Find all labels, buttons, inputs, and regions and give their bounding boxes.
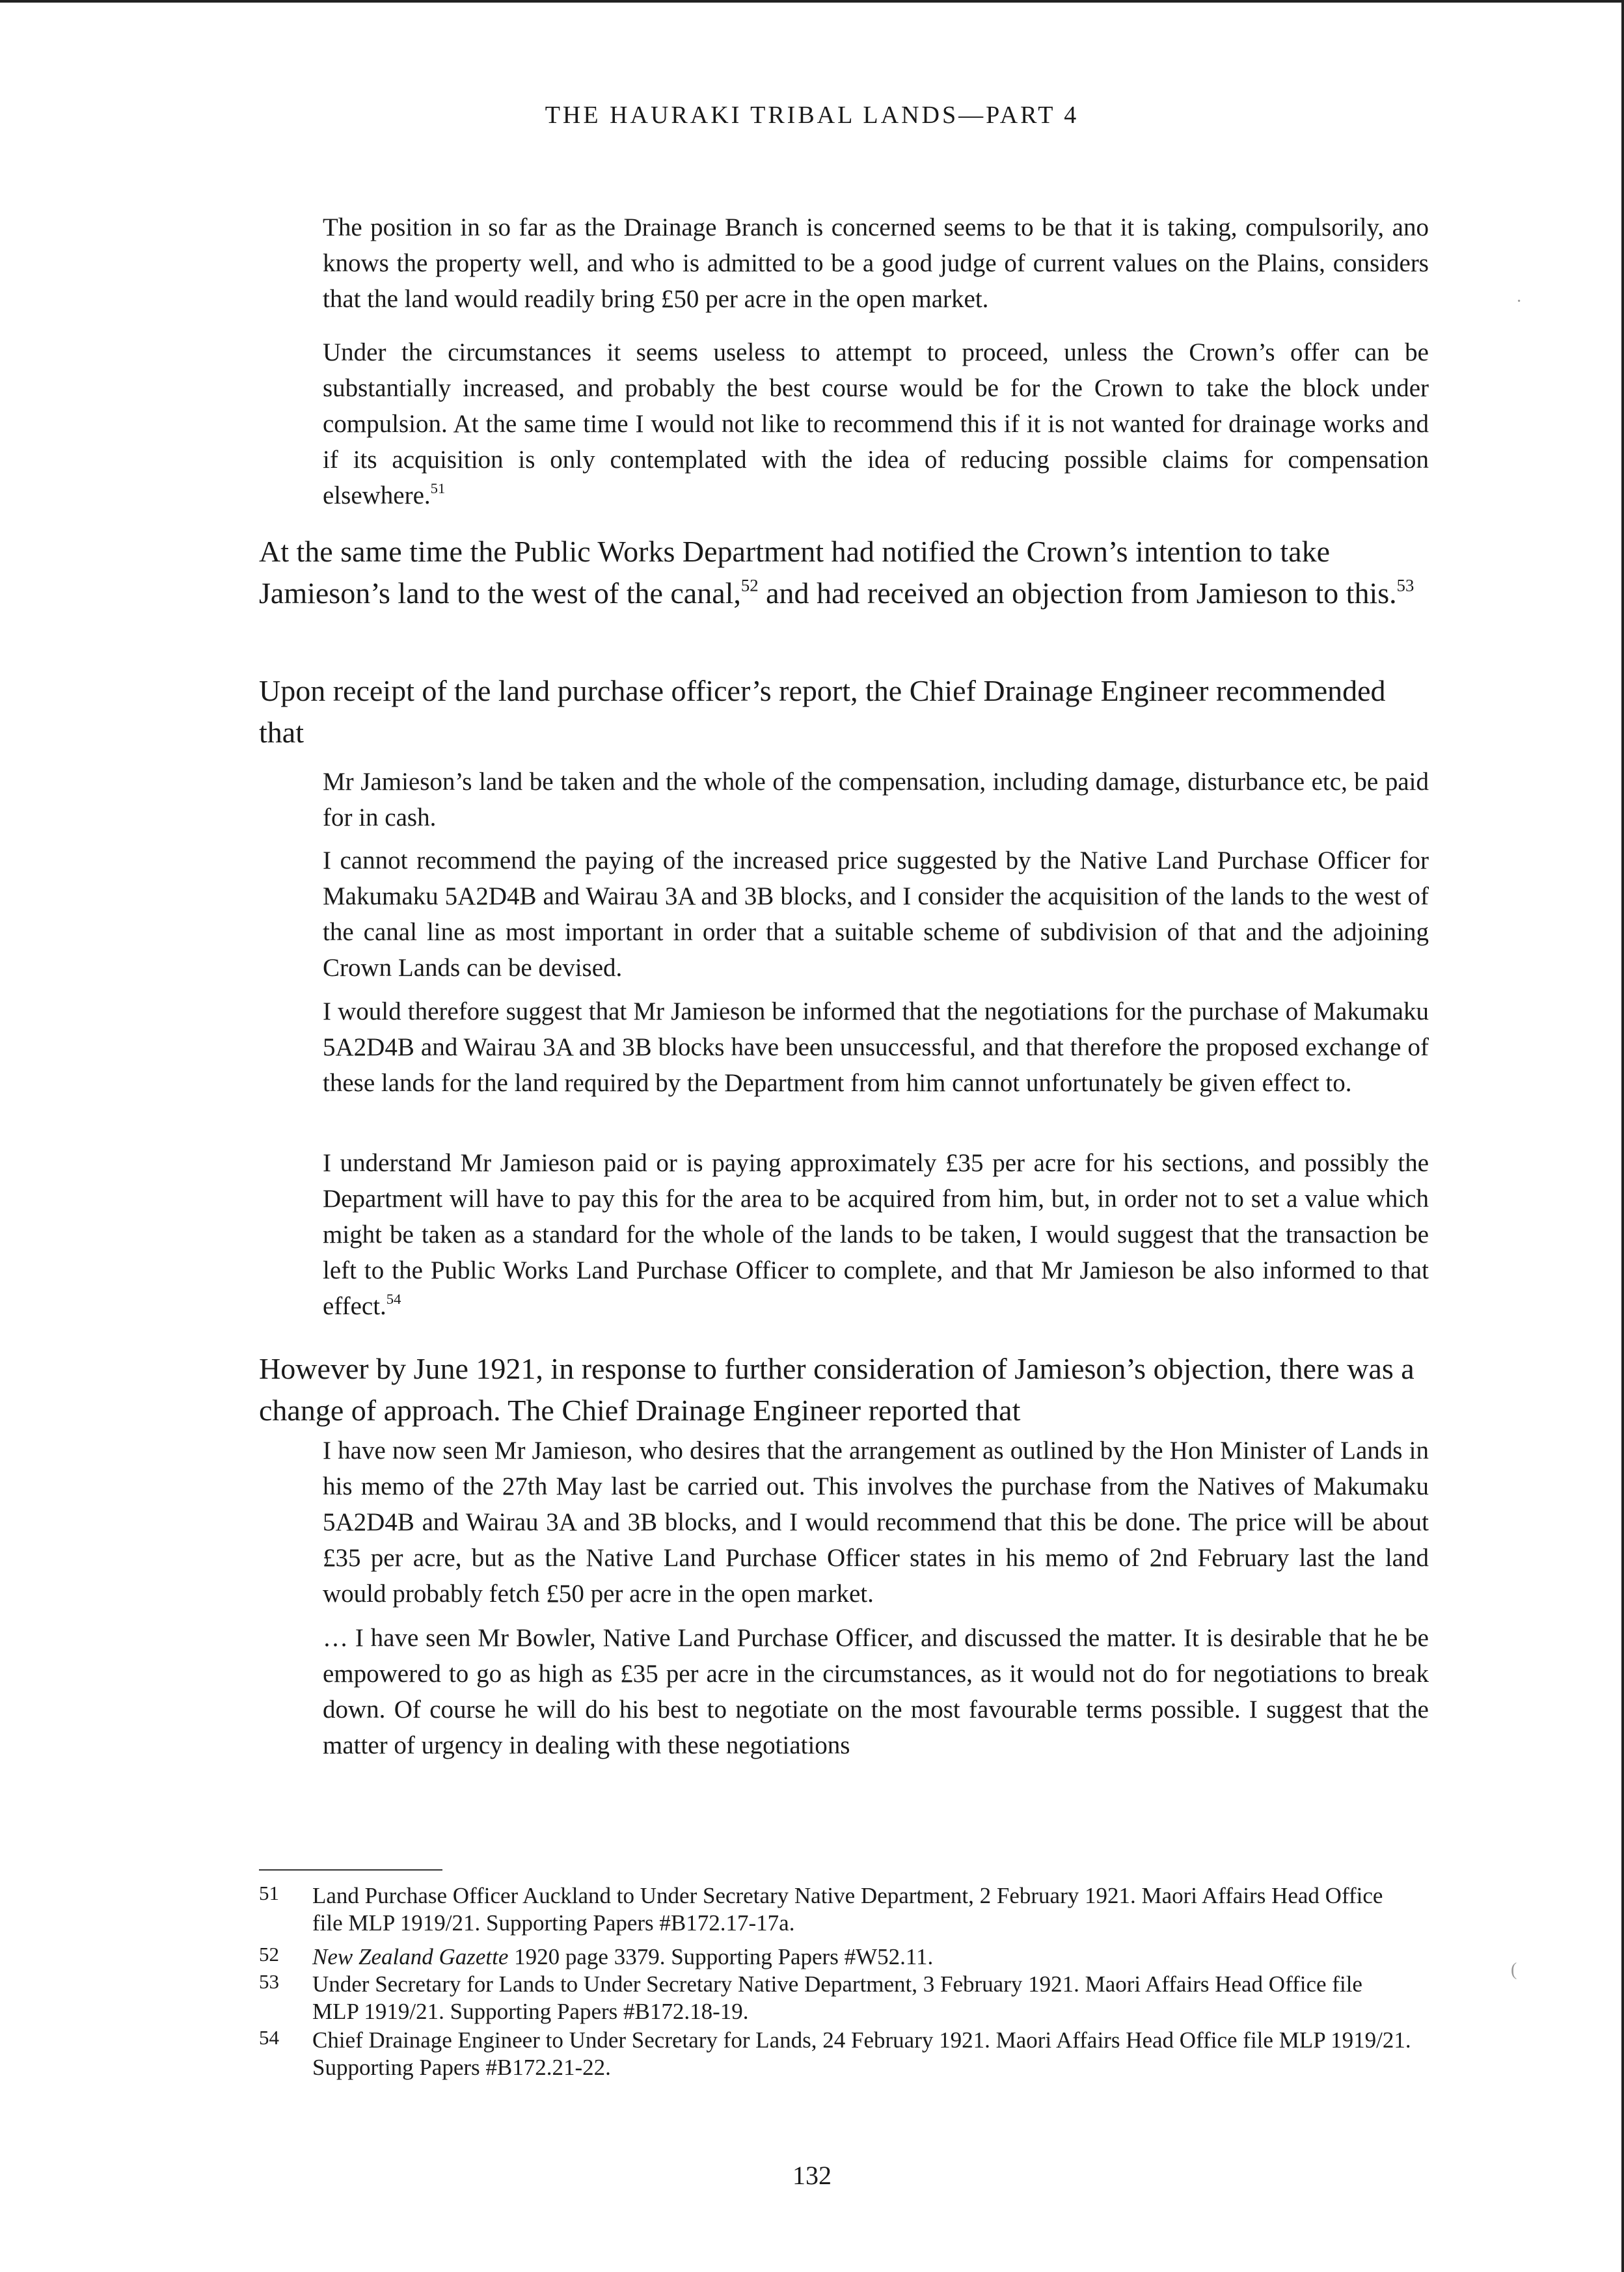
quote-paragraph: I cannot recommend the paying of the increased price suggested by the Native Land Purchase Officer for Makumaku 5A2D4B and Wairau 3A and 3B blocks, and I consider the acquisition of the lands to the west of the canal line as most important in order that a suitable scheme of subdivision of that and the adjoining Crown Lands can be devised. — [323, 846, 1429, 982]
footnote-text: New Zealand Gazette 1920 page 3379. Supporting Papers #W52.11. — [312, 1944, 934, 1969]
footnote-ref: 52 — [740, 575, 759, 595]
quote-paragraph: … I have seen Mr Bowler, Native Land Purchase Officer, and discussed the matter. It is desirable that he be empowered to go as high as £35 per acre in the circumstances, as it would not do for negotiations to break down. Of course he will do his best to negotiate on the most favourable terms possible. I suggest that the matter of urgency in dealing with these negotiations — [323, 1624, 1429, 1759]
page-number: 132 — [792, 2161, 832, 2190]
quote-paragraph: Under the circumstances it seems useless to attempt to proceed, unless the Crown’s offer can be substantially increased, and probably the best course would be for the Crown to take the block under compulsion. At the same time I would not like to recommend this if it is not wanted for drainage works and if its acquisition is only contemplated with the idea of reducing possible claims for compensation elsewhere.$^{51}$ — [323, 338, 1429, 509]
quote-paragraph: I have now seen Mr Jamieson, who desires that the arrangement as outlined by the Hon Minister of Lands in his memo of the 27th May last be carried out. This involves the purchase from the Natives of Makumaku 5A2D4B and Wairau 3A and 3B blocks, and I would recommend that this be done. The price will be about £35 per acre, but as the Native Land Purchase Officer states in his memo of 2nd February last the land would probably fetch £50 per acre in the open market. — [323, 1437, 1429, 1608]
quote-paragraph: Mr Jamieson’s land be taken and the whole of the compensation, including damage, disturbance etc, be paid for in cash. — [323, 768, 1429, 832]
body-paragraph: At the same time the Public Works Department had notified the Crown’s intention to take Jamieson’s land to the west of the canal,$^{52}$ and had received an objection from Jamieson to this.$^{53}$ — [259, 535, 1414, 610]
body-paragraph: Upon receipt of the land purchase officer’s report, the Chief Drainage Engineer recommended that — [259, 674, 1386, 749]
footnote-text: Under Secretary for Lands to Under Secretary Native Department, 3 February 1921. Maori Affairs Head Office file MLP 1919/21. Supporting Papers #B172.18-19. — [312, 1971, 1362, 2024]
footnote-ref: 53 — [1396, 575, 1414, 595]
footnote-number: 53 — [259, 1970, 279, 1993]
right-border — [1621, 0, 1624, 2272]
quote-paragraph: I understand Mr Jamieson paid or is paying approximately £35 per acre for his sections, and possibly the Department will have to pay this for the area to be acquired from him, but, in order not to set a value which might be taken as a standard for the whole of the lands to be taken, I would suggest that the transaction be left to the Public Works Land Purchase Officer to complete, and that Mr Jamieson be also informed to that effect.$^{54}$ — [323, 1149, 1429, 1320]
scan-mark: · — [1516, 291, 1522, 312]
footnote-ref: 54 — [386, 1291, 401, 1308]
quote-paragraph: The position in so far as the Drainage Branch is concerned seems to be that it is taking, compulsorily, ano knows the property well, and who is admitted to be a good judge of current values on the Plains, considers that the land would readily bring £50 per acre in the open market. — [323, 213, 1429, 313]
top-border — [0, 0, 1624, 3]
body-paragraph: However by June 1921, in response to further consideration of Jamieson’s objection, there was a change of approach. The Chief Drainage Engineer reported that — [259, 1352, 1414, 1427]
footnote-text: Land Purchase Officer Auckland to Under Secretary Native Department, 2 February 1921. Maori Affairs Head Office file MLP 1919/21. Supporting Papers #B172.17-17a. — [312, 1883, 1383, 1936]
running-head: THE HAURAKI TRIBAL LANDS—PART 4 — [545, 101, 1079, 129]
footnote-number: 54 — [259, 2026, 279, 2049]
footnote-rule — [259, 1869, 442, 1871]
footnote-text: Chief Drainage Engineer to Under Secretary for Lands, 24 February 1921. Maori Affairs Head Office file MLP 1919/21. Supporting Papers #B172.21-22. — [312, 2027, 1411, 2080]
quote-paragraph: I would therefore suggest that Mr Jamieson be informed that the negotiations for the purchase of Makumaku 5A2D4B and Wairau 3A and 3B blocks have been unsuccessful, and that therefore the proposed exchange of these lands for the land required by the Department from him cannot unfortunately be given effect to. — [323, 997, 1429, 1097]
footnote-number: 51 — [259, 1882, 279, 1904]
footnote-ref: 51 — [430, 480, 446, 497]
scan-mark: ( — [1511, 1960, 1517, 1980]
footnote-number: 52 — [259, 1943, 279, 1966]
publication-title: New Zealand Gazette — [312, 1944, 509, 1969]
